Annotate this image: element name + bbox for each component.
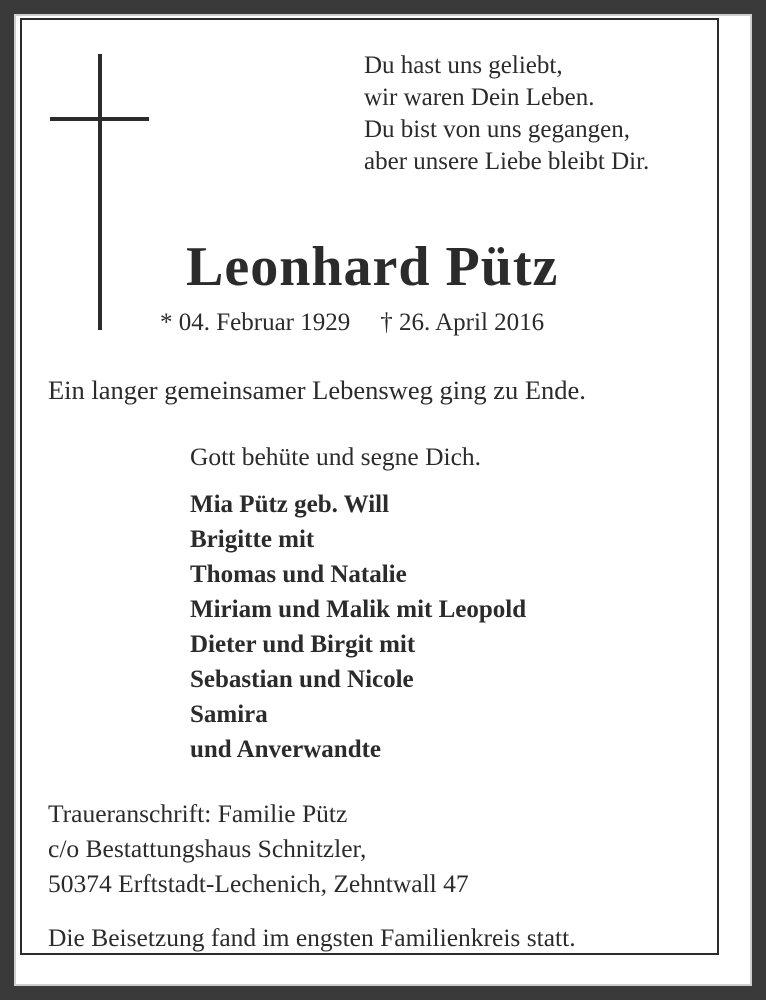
mourner: Thomas und Natalie bbox=[190, 561, 407, 588]
death-date: † 26. April 2016 bbox=[380, 309, 545, 336]
poem-line: Du bist von uns gegangen, bbox=[364, 116, 630, 143]
address-line: c/o Bestattungshaus Schnitzler, bbox=[48, 834, 367, 863]
poem-line: aber unsere Liebe bleibt Dir. bbox=[364, 148, 650, 175]
mourner: Dieter und Birgit mit bbox=[190, 631, 416, 658]
cross-icon-bar bbox=[50, 117, 149, 121]
cross-icon bbox=[98, 54, 102, 330]
mourner: und Anverwandte bbox=[190, 736, 382, 763]
mourner: Brigitte mit bbox=[190, 526, 315, 553]
farewell-message: Ein langer gemeinsamer Lebensweg ging zu Ende. bbox=[48, 375, 586, 405]
poem-line: wir waren Dein Leben. bbox=[364, 84, 595, 111]
blessing: Gott behüte und segne Dich. bbox=[190, 442, 482, 471]
poem-line: Du hast uns geliebt, bbox=[364, 52, 563, 79]
address-line: 50374 Erftstadt-Lechenich, Zehntwall 47 bbox=[48, 869, 469, 898]
mourner: Sebastian und Nicole bbox=[190, 666, 414, 693]
burial-note: Die Beisetzung fand im engsten Familienkreis statt. bbox=[48, 923, 576, 952]
mourning-address bbox=[48, 796, 469, 901]
deceased-name: Leonhard Pütz bbox=[186, 236, 559, 298]
address-line: Traueranschrift: Familie Pütz bbox=[48, 799, 348, 828]
birth-date: * 04. Februar 1929 bbox=[160, 309, 351, 336]
mourner: Samira bbox=[190, 701, 268, 728]
mourner: Mia Pütz geb. Will bbox=[190, 491, 390, 518]
poem bbox=[364, 50, 744, 178]
mourner: Miriam und Malik mit Leopold bbox=[190, 596, 527, 623]
mourners-list bbox=[190, 487, 526, 767]
life-dates bbox=[160, 306, 544, 340]
